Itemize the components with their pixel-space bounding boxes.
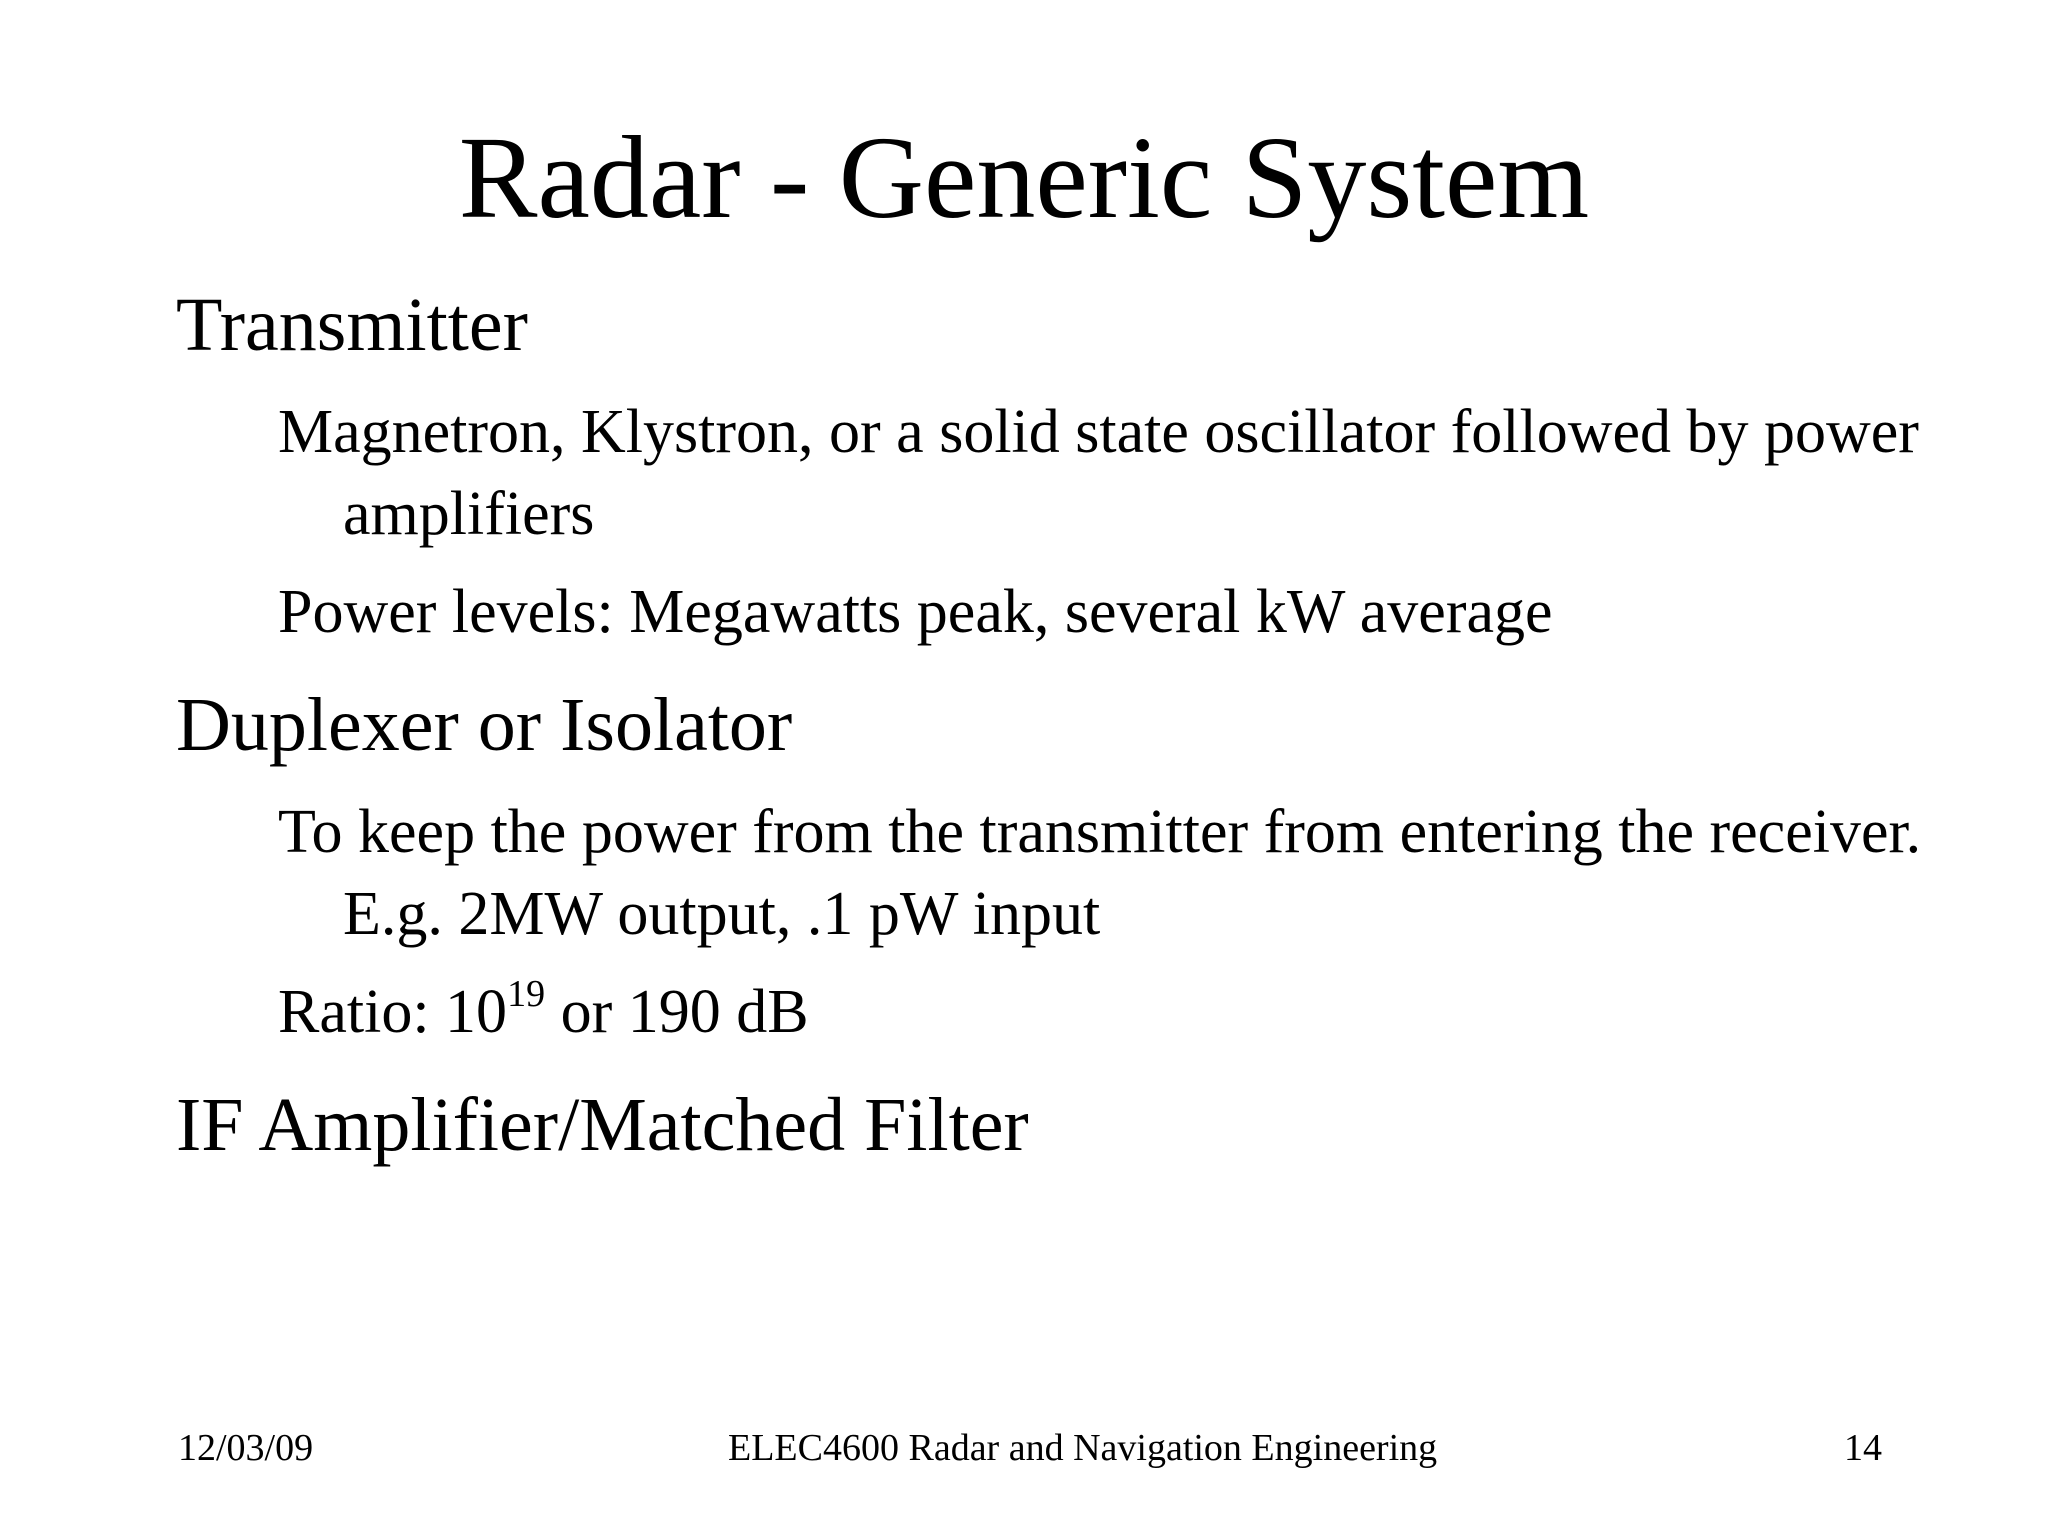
footer-date: 12/03/09	[178, 1427, 314, 1469]
ratio-exponent: 19	[507, 973, 546, 1015]
point-power-levels: Power levels: Megawatts peak, several kW average	[278, 578, 1553, 646]
heading-if-amplifier: IF Amplifier/Matched Filter	[176, 1083, 1029, 1167]
heading-duplexer: Duplexer or Isolator	[176, 683, 793, 767]
ratio-prefix: Ratio: 10	[278, 978, 508, 1046]
footer-page-number: 14	[1844, 1427, 1882, 1469]
point-duplexer-purpose: To keep the power from the transmitter from entering the receiver. E.g. 2MW output, .1 pW input	[278, 798, 1922, 948]
point-ratio	[278, 971, 1983, 1053]
footer-course-title: ELEC4600 Radar and Navigation Engineering	[728, 1427, 1438, 1469]
heading-transmitter: Transmitter	[176, 283, 528, 367]
point-transmitter-devices: Magnetron, Klystron, or a solid state oscillator followed by power amplifiers	[278, 398, 1919, 548]
ratio-suffix: or 190 dB	[545, 978, 809, 1046]
slide-title: Radar - Generic System	[458, 112, 1590, 243]
